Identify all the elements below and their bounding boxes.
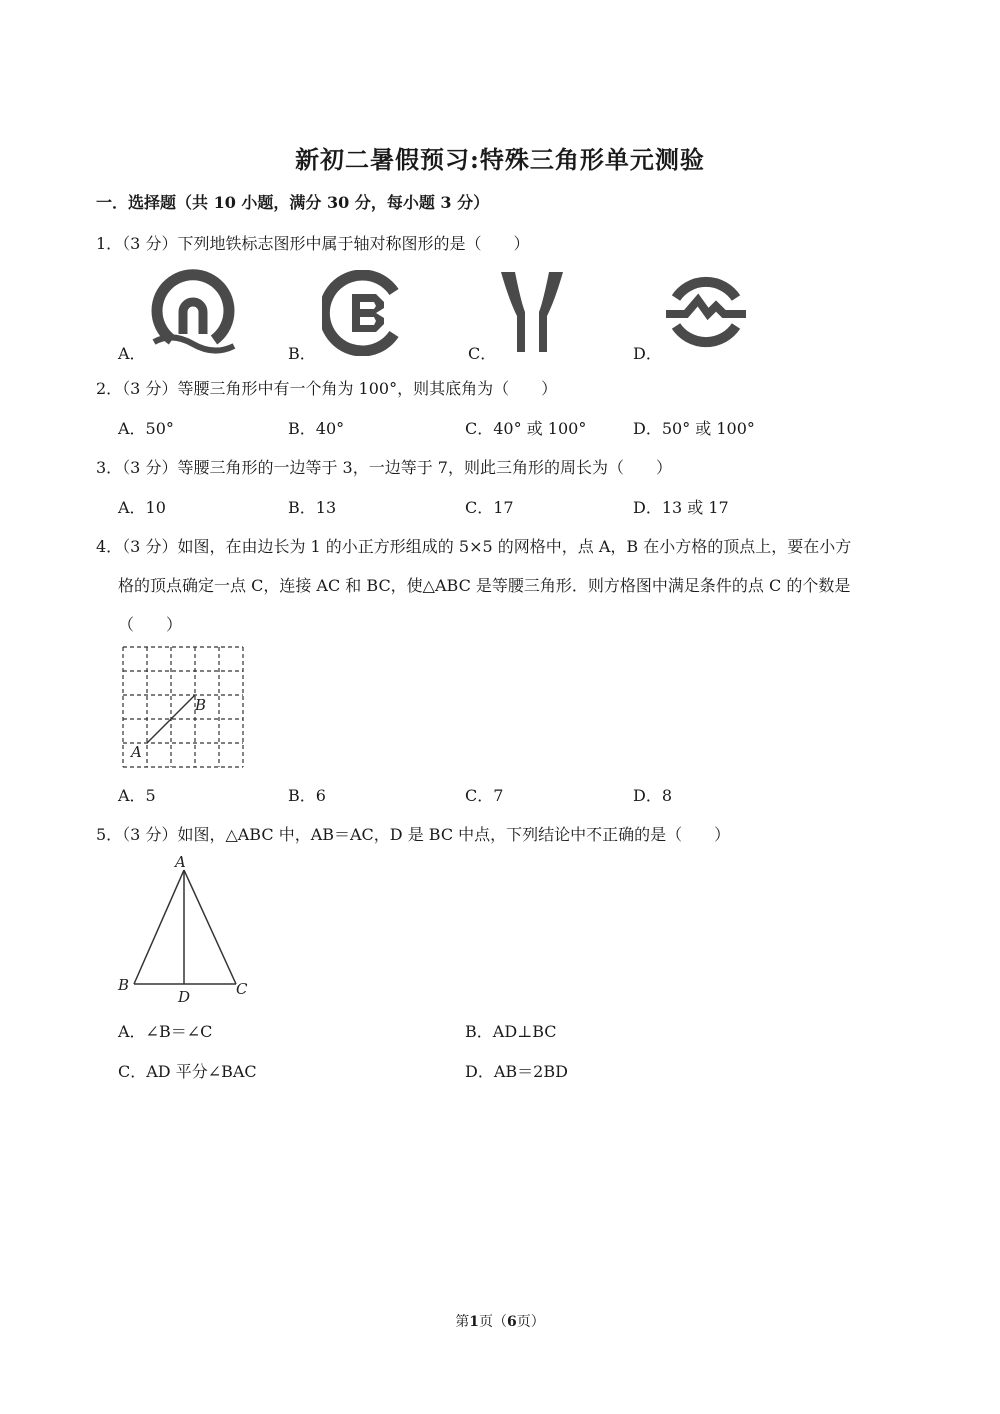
q2-option-d[interactable]: D．50° 或 100°	[633, 419, 755, 438]
grid-label-b: B	[195, 696, 207, 714]
q2-option-c[interactable]: C．40° 或 100°	[465, 419, 587, 438]
q3-option-c[interactable]: C．17	[465, 498, 514, 517]
q4-grid-figure	[118, 642, 248, 772]
question-1-stem: 1．（3 分）下列地铁标志图形中属于轴对称图形的是（ ）	[96, 234, 530, 253]
q3-option-b[interactable]: B．13	[288, 498, 337, 517]
q4-option-b[interactable]: B．6	[288, 786, 326, 805]
grid-label-a: A	[131, 743, 142, 761]
question-4-stem-line-3: （ ）	[118, 615, 183, 634]
q5-option-b[interactable]: B．AD⊥BC	[465, 1022, 557, 1041]
page-title: 新初二暑假预习:特殊三角形单元测验	[295, 145, 705, 174]
footer-page-number: 1	[469, 1314, 479, 1330]
question-4-stem-line-1: 4．（3 分）如图，在由边长为 1 的小正方形组成的 5×5 的网格中，点 A，B 在小方格的顶点上，要在小方	[96, 537, 852, 556]
q2-option-a[interactable]: A．50°	[118, 419, 174, 438]
metro-logo-d-icon	[664, 270, 748, 354]
triangle-label-a: A	[175, 853, 186, 871]
page-footer	[0, 1311, 1000, 1331]
footer-prefix: 第	[455, 1314, 470, 1330]
metro-logo-a-icon	[150, 268, 236, 356]
question-2-stem: 2．（3 分）等腰三角形中有一个角为 100°，则其底角为（ ）	[96, 379, 558, 398]
metro-logo-b-icon	[322, 270, 408, 356]
q3-option-a[interactable]: A．10	[118, 498, 166, 517]
question-5-stem: 5．（3 分）如图，△ABC 中，AB＝AC，D 是 BC 中点，下列结论中不正确的是（ ）	[96, 825, 731, 844]
triangle-label-d: D	[178, 988, 191, 1006]
q5-triangle-figure	[112, 850, 257, 1010]
q4-option-d[interactable]: D．8	[633, 786, 673, 805]
q1-option-b[interactable]: B．	[288, 344, 316, 363]
triangle-label-b: B	[118, 976, 130, 994]
footer-mid: 页（	[479, 1314, 507, 1330]
q5-option-a[interactable]: A．∠B＝∠C	[118, 1022, 213, 1041]
q4-option-c[interactable]: C．7	[465, 786, 504, 805]
q3-option-d[interactable]: D．13 或 17	[633, 498, 729, 517]
q5-option-c[interactable]: C．AD 平分∠BAC	[118, 1062, 257, 1081]
q1-option-c[interactable]: C．	[468, 344, 497, 363]
question-3-stem: 3．（3 分）等腰三角形的一边等于 3，一边等于 7，则此三角形的周长为（ ）	[96, 458, 672, 477]
q1-option-a[interactable]: A．	[118, 344, 146, 363]
footer-total-pages: 6	[507, 1314, 517, 1330]
side-ab	[134, 870, 184, 984]
section-heading: 一．选择题（共 10 小题，满分 30 分，每小题 3 分）	[96, 193, 490, 212]
q5-option-d[interactable]: D．AB＝2BD	[465, 1062, 568, 1081]
question-4-stem-line-2: 格的顶点确定一点 C，连接 AC 和 BC，使△ABC 是等腰三角形．则方格图中满足条件的点 C 的个数是	[118, 576, 851, 595]
q1-option-d[interactable]: D．	[633, 344, 662, 363]
triangle-label-c: C	[236, 980, 248, 998]
metro-logo-c-icon	[499, 270, 565, 354]
q4-option-a[interactable]: A．5	[118, 786, 156, 805]
side-ac	[184, 870, 236, 984]
footer-suffix: 页）	[516, 1314, 545, 1330]
q2-option-b[interactable]: B．40°	[288, 419, 345, 438]
